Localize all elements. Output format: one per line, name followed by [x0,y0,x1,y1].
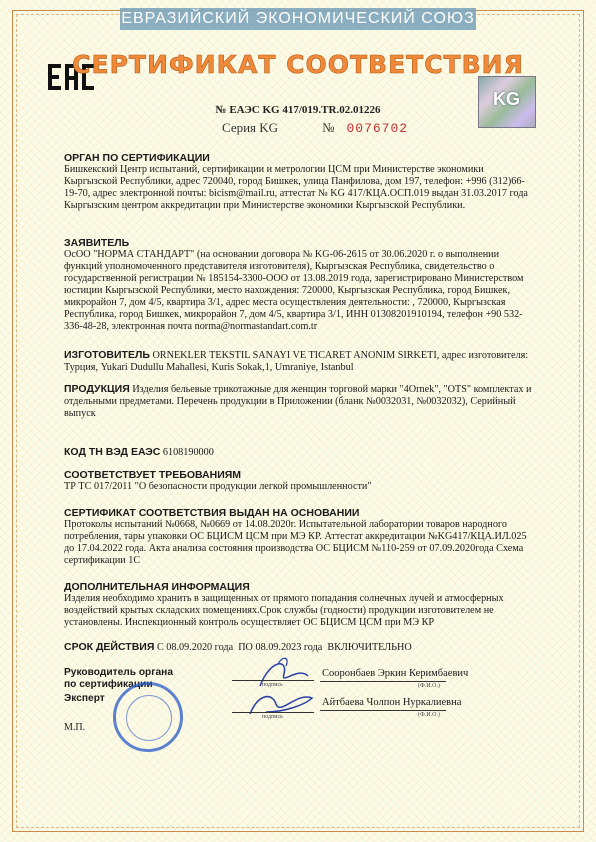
requirements-heading: СООТВЕТСТВУЕТ ТРЕБОВАНИЯМ [64,469,242,481]
validity-to-label: ПО [238,642,253,653]
product-heading: ПРОДУКЦИЯ [64,383,130,395]
head-signature-line [232,680,314,681]
round-seal-icon [113,682,183,752]
expert-name: Айтбаева Чолпон Нуркалиевна [322,697,462,708]
validity-year1: года [214,642,234,653]
head-fio-caption: (Ф.И.О.) [418,683,440,689]
expert-name-line [320,710,446,711]
organ-heading: ОРГАН ПО СЕРТИФИКАЦИИ [64,152,210,164]
head-podpis-caption: подпись [262,682,283,688]
union-banner: ЕВРАЗИЙСКИЙ ЭКОНОМИЧЕСКИЙ СОЮЗ [120,8,476,30]
section-manufacturer [64,349,534,374]
expert-podpis-caption: подпись [262,714,283,720]
head-name-line [320,681,446,682]
validity-from-label: С [156,642,164,653]
section-applicant [64,237,534,333]
validity-inclusive: ВКЛЮЧИТЕЛЬНО [327,642,412,653]
expert-label: Эксперт [64,693,105,704]
certificate-title: СЕРТИФИКАТ СООТВЕТСТВИЯ [72,50,524,79]
stamp-label: М.П. [64,722,86,733]
applicant-text: ОсОО "НОРМА СТАНДАРТ" (на основании договора № KG-06-2615 от 30.06.2020 г. о выполнении функций уполномоченного представителя изготовителя), Кыргызская Республика, свидетельство о государственной регистрации № 185154-3300-ООО от 13.08.2019 года, зарегистрировано Министерством юстиции Кыргызской Республики, место нахождения: 720000, Кыргызская Республика, город Бишкек, микрорайон 7, дом 4/5, квартира 3/1, адрес места осуществления деятельности: , 720000, Кыргызская Республика, город Бишкек, микрорайон 7, дом 4/5, квартира 3/1, ИНН 01308201910194, телефон +90 532-336-48-28, электронная почта norma@normastandart.com.tr [64,249,524,332]
head-name: Сооронбаев Эркин Керимбаевич [322,668,469,679]
organ-text: Бишкекский Центр испытаний, сертификации и метрологии ЦСМ при Министерстве экономики Кыргызской Республики, адрес 720040, город Бишкек, улица Панфилова, дом 197, телефон: +996 (312)66-19-70, адрес электронной почты: bicism@mail.ru, аттестат № KG 417/КЦА.ОСП.019 выдан 31.03.2017 года Кыргызским центром аккредитации при Министерстве экономики Кыргызской Республики. [64,164,528,211]
series-number: 0076702 [346,121,409,136]
validity-to: 08.09.2023 [255,642,302,653]
validity-from: 08.09.2020 [166,642,213,653]
code-value: 6108190000 [162,447,214,458]
additional-heading: ДОПОЛНИТЕЛЬНАЯ ИНФОРМАЦИЯ [64,581,250,593]
series-line [222,120,408,136]
basis-text: Протоколы испытаний №0668, №0669 от 14.08.2020г. Испытательной лаборатории товаров народного потребления, тары упаковки ОС БЦИСМ ЦСМ при МЭ КР. Аттестат аккредитации №KG417/КЦА.ИЛ.025 до 17.04.2022 года. Акта анализа состояния производства ОС БЦИСМ №110-259 от 07.09.2020года Схема сертификации 1С [64,519,527,566]
manufacturer-text: ORNEKLER TEKSTIL SANAYI VE TICARET ANONIM SIRKETI, адрес изготовителя: Турция, Yukari Dudullu Mahallesi, Kuris Sokak,1, Umraniye, Istanbul [64,350,529,373]
section-additional [64,581,534,629]
section-validity [64,641,534,654]
expert-fio-caption: (Ф.И.О.) [418,712,440,718]
basis-heading: СЕРТИФИКАТ СООТВЕТСТВИЯ ВЫДАН НА ОСНОВАНИИ [64,507,360,519]
head-label: Руководитель органа по сертификации [64,667,173,690]
section-code [64,446,534,459]
product-text: Изделия бельевые трикотажные для женщин торговой марки "4Ornek", "OTS" комплектах и отдельными предметами. Перечень продукции в Приложении (бланк №0032031, №0032032), Серийный выпуск [64,384,532,419]
validity-heading: СРОК ДЕЙСТВИЯ [64,641,155,653]
section-requirements [64,469,534,493]
section-basis [64,507,534,567]
additional-text: Изделия необходимо хранить в защищенных от прямого попадания солнечных лучей и атмосферных воздействий крытых складских помещениях.Срок службы (годности) продукции изготовителем не установлены. Инспекционный контроль осуществляет ОС БЦИСМ ЦСМ при МЭ КР [64,593,504,628]
code-heading: КОД ТН ВЭД ЕАЭС [64,446,161,458]
manufacturer-heading: ИЗГОТОВИТЕЛЬ [64,349,150,361]
expert-signature-line [232,712,314,713]
section-product [64,383,534,420]
series-label: Серия KG [222,120,279,135]
validity-year2: года [303,642,323,653]
certificate-number: № ЕАЭС KG 417/019.TR.02.01226 [215,104,381,116]
applicant-heading: ЗАЯВИТЕЛЬ [64,237,130,249]
requirements-text: ТР ТС 017/2011 "О безопасности продукции легкой промышленности" [64,481,372,492]
section-organ [64,152,534,212]
series-no-sign: № [322,120,335,135]
hologram-seal-icon [478,76,536,128]
hologram-label: KG [493,89,520,109]
